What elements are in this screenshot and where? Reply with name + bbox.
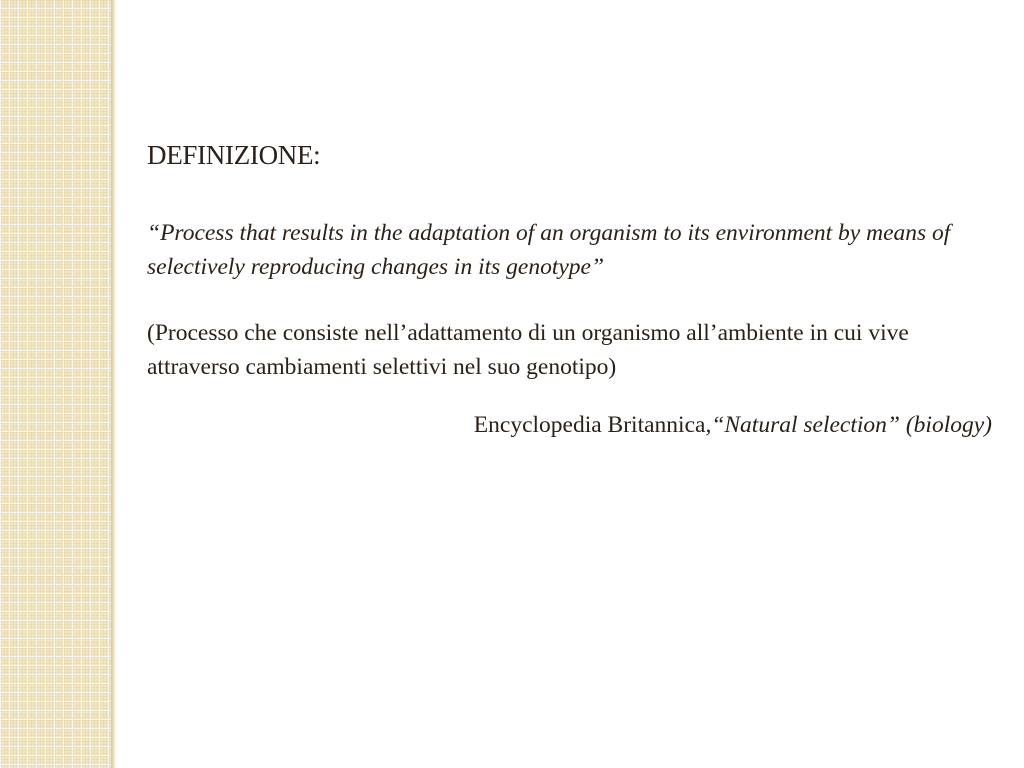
source-separator: , [705,412,712,438]
slide-content [147,138,992,442]
definition-quote: “Process that results in the adaptation of an organism to its environment by means of selectively reproducing changes in its genotype” [147,220,951,280]
source-title: “Natural selection” (biology) [711,412,992,438]
source-citation [147,408,992,442]
source-publisher: Encyclopedia Britannica [473,412,706,438]
side-strip-edge [111,0,116,768]
slide-heading: DEFINIZIONE: [147,140,321,170]
decorative-side-strip [0,0,111,768]
definition-translation: (Processo che consiste nell’adattamento di un organismo all’ambiente in cui vive attraverso cambiamenti selettivi nel suo genotipo) [147,320,909,380]
